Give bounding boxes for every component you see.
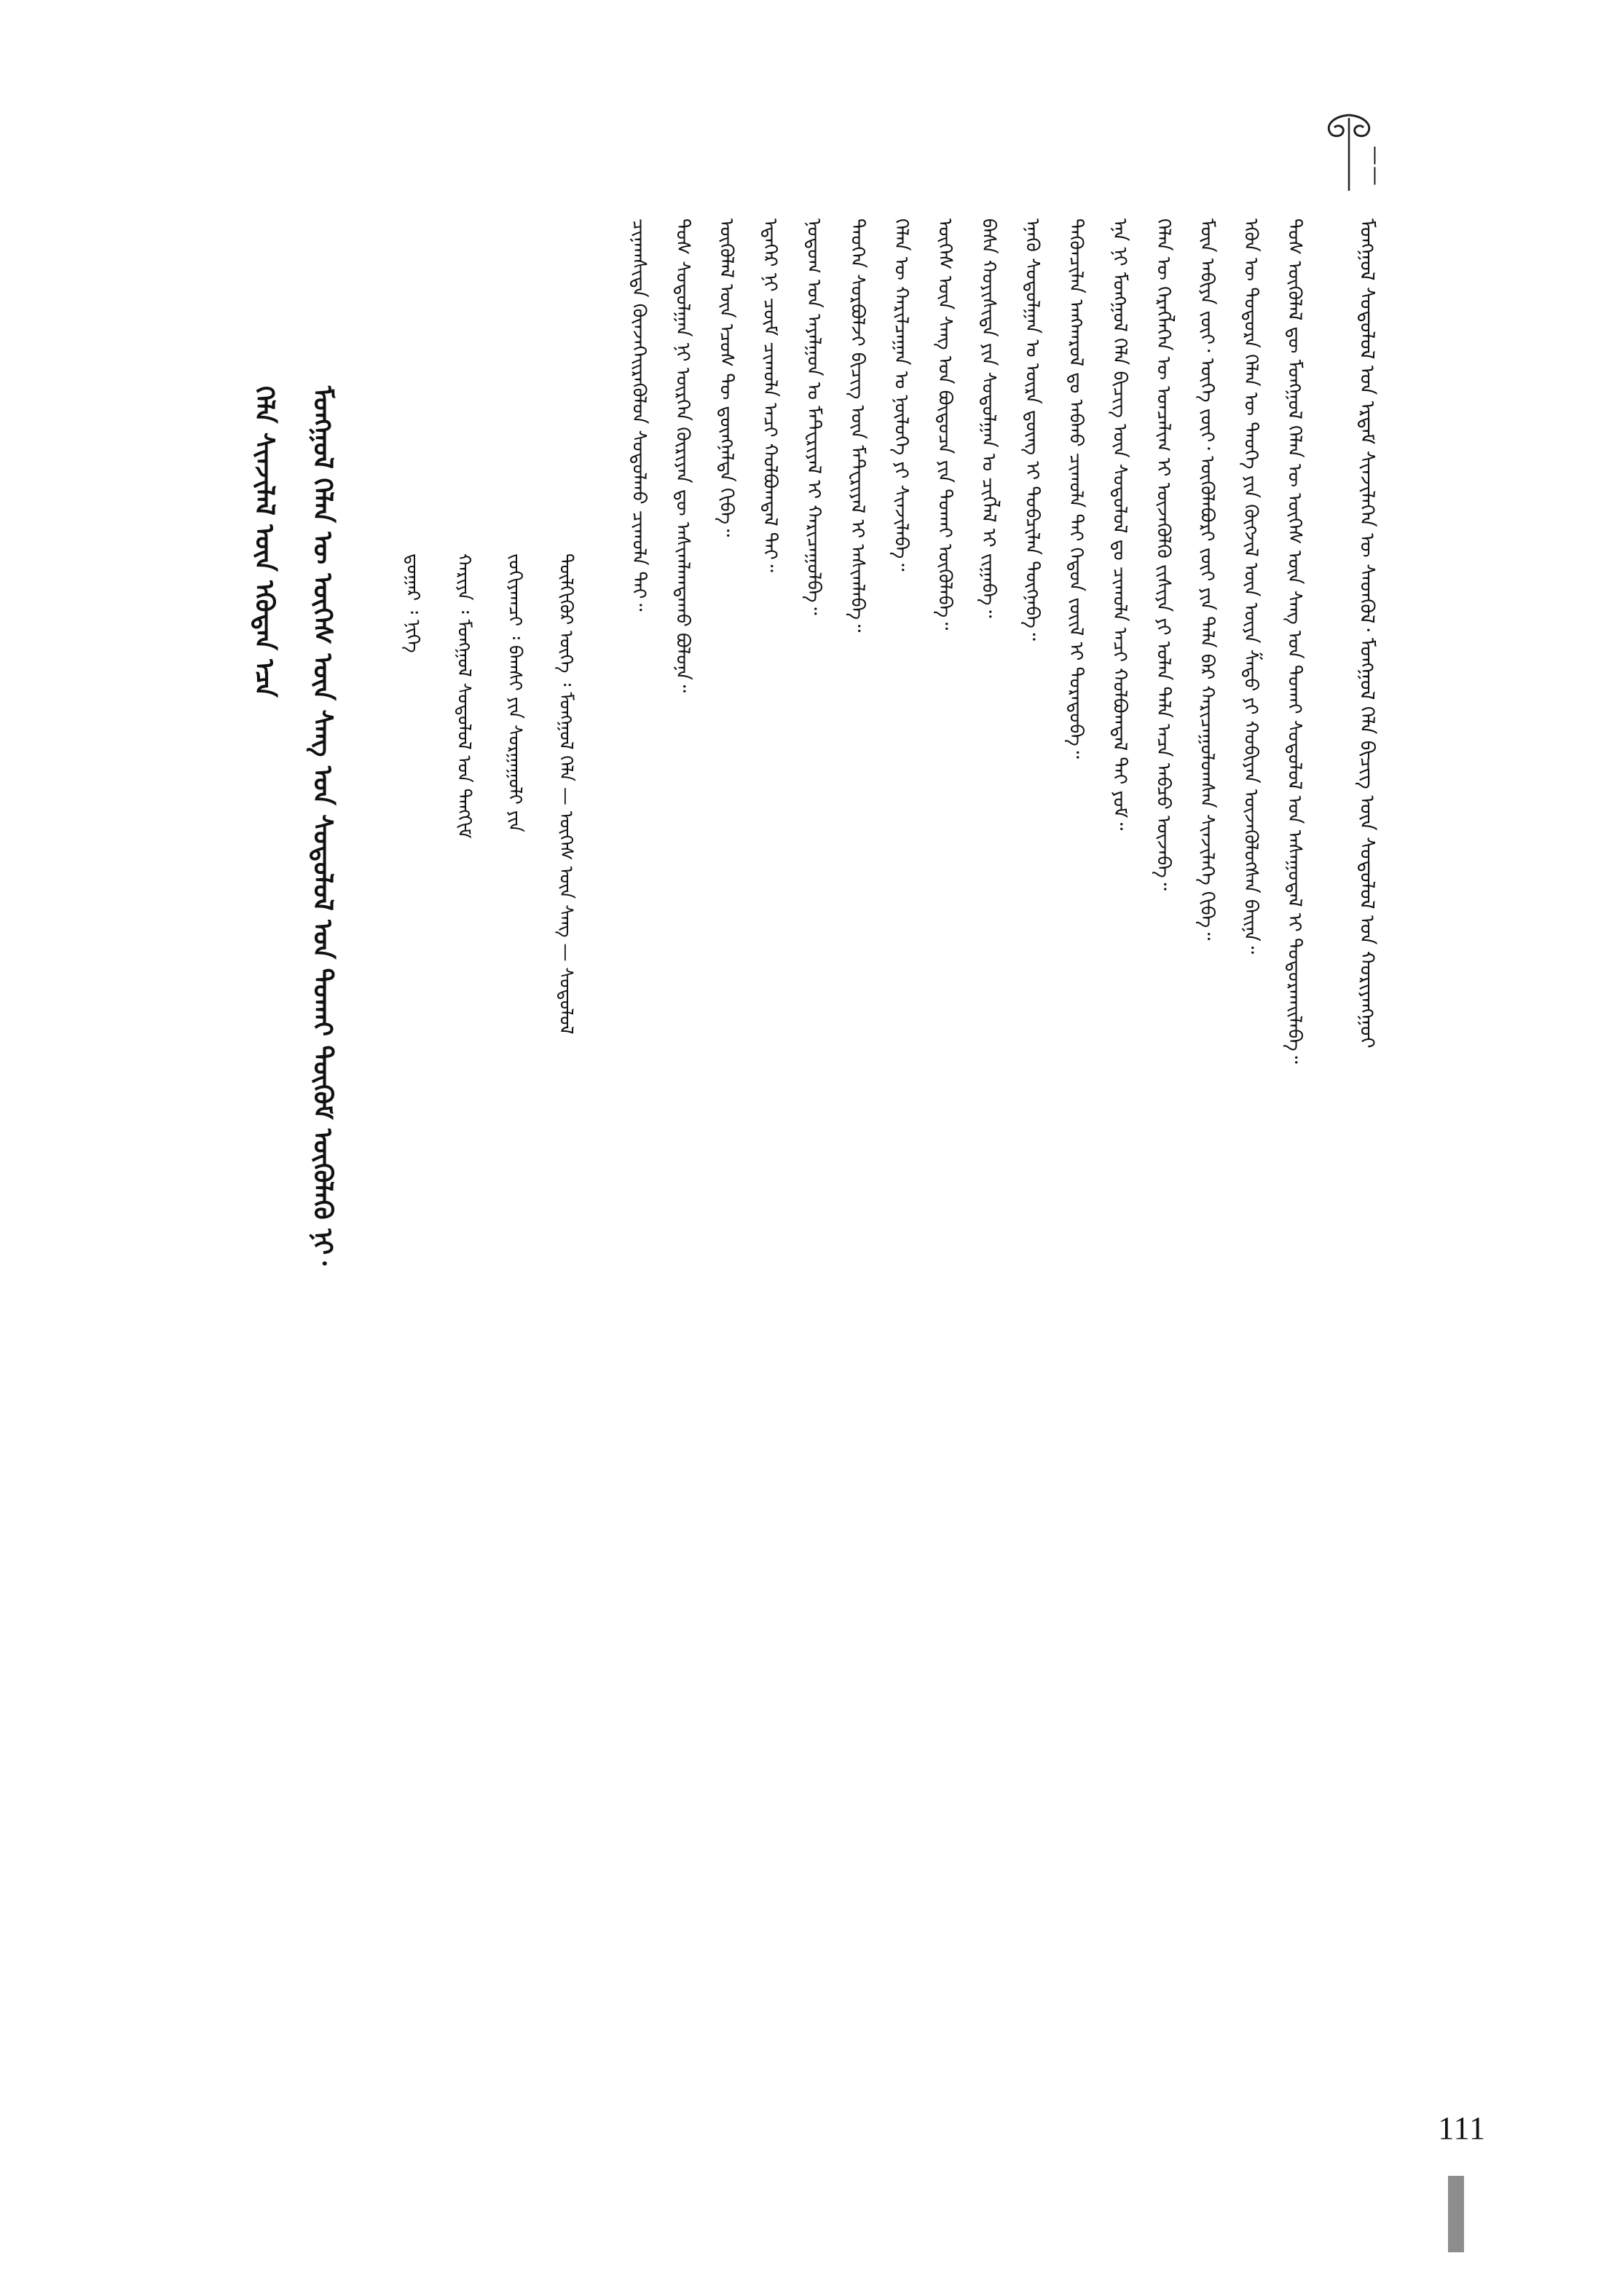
header-dash: —— [1364, 146, 1387, 186]
author-line: ᠵᠣᠬᠢᠶᠠᠭᠴᠢ ᠄ ᠪᠠᠭᠰᠢ ᠶᠢᠨ ᠰᠤᠷᠭᠠᠭᠤᠯᠢ ᠶᠢᠨ [505, 553, 526, 832]
keywords-line: ᠲᠦᠯᠬᠢᠭᠦᠷ ᠦᠭᠡ ᠄ ᠮᠣᠩᠭᠤᠯ ᠬᠡᠯᠡ — ᠦᠭᠡᠰ ᠦᠨ ᠰᠠᠩ — ᠰᠤᠳᠤᠯᠤᠯ [556, 553, 577, 1035]
body-column: ᠡᠨᠡᠬᠦ ᠰᠤᠳᠤᠯᠭᠠᠨ ᠤ ᠦᠷᠡ ᠳ᠋ᠦᠩ ᠢ ᠲᠣᠪᠴᠢᠯᠠᠨ ᠳᠦᠭᠨᠡᠪᠡ᠃ [1021, 218, 1043, 641]
body-column: ᠮᠥᠨ ᠠᠪᠢᠶᠠ ᠵᠦᠢ᠂ ᠦᠭᠡ ᠵᠦᠢ᠂ ᠥᠭᠦᠯᠡᠪᠦᠷᠢ ᠵᠦᠢ ᠶᠢᠨ ᠲᠠᠯᠠ ᠪᠠᠷ ᠬᠠᠷᠢᠴᠠᠭᠤᠯᠤᠭᠰᠠᠨ ᠰᠢᠨᠵᠢᠯᠡᠭᠡ ᠬᠢᠪᠡ᠃ [1196, 218, 1218, 941]
running-title: ᠮᠣᠩᠭᠤᠯ ᠰᠤᠳᠤᠯᠤᠯ ᠤᠨ ᠡᠷᠳᠡᠮ ᠰᠢᠨᠵᠢᠯᠡᠭᠡᠨ ᠦ ᠰᠡᠳᠬᠦᠯ᠂ ᠮᠣᠩᠭᠤᠯ ᠬᠡᠯᠡ ᠪᠢᠴᠢᠭ ᠦᠨ ᠰᠤᠳᠤᠯᠤᠯ ᠤᠨ ᠬᠤᠷᠢᠶᠠᠩᠭᠤᠢ [1356, 218, 1378, 1049]
body-column: ᠲᠤᠰ ᠥᠭᠦᠯᠡᠯ ᠳᠦ ᠮᠣᠩᠭᠤᠯ ᠬᠡᠯᠡᠨ ᠦ ᠦᠭᠡᠰ ᠦᠨ ᠰᠠᠩ ᠤᠨ ᠲᠤᠬᠠᠢ ᠰᠤᠳᠤᠯᠤᠯ ᠤᠨ ᠠᠰᠠᠭᠤᠳᠠᠯ ᠢ ᠲᠣᠳᠤᠷᠬᠠᠢᠯᠠᠪᠠ᠃ [1283, 218, 1305, 1064]
number-line: ᠳ᠋ᠤᠭᠠᠷ ᠄ ᠨᠢᠭᠡ [403, 553, 424, 653]
affiliation-line: ᠬᠠᠷᠢᠶᠠ ᠄ ᠮᠣᠩᠭᠤᠯ ᠰᠤᠳᠤᠯᠤᠯ ᠤᠨ ᠲᠡᠩᠬᠢᠮ [454, 553, 475, 839]
body-column: ᠡᠭᠦᠨ ᠦ ᠳᠣᠲᠤᠷᠠ ᠬᠡᠯᠡᠨ ᠦ ᠲᠡᠦᠬᠡ ᠶᠢᠨ ᠬᠥᠭᠵᠢᠯ ᠦᠨ ᠦᠶᠡ ᠱᠠᠲᠤ ᠶᠢ ᠬᠤᠪᠢᠶᠠᠨ ᠦᠵᠡᠭᠦᠯᠦᠭᠰᠡᠨ ᠪᠠᠢᠨᠠ᠃ [1240, 218, 1262, 955]
body-column: ᠲᠡᠭᠦᠨᠴᠢᠯᠡᠨ ᠠᠩᠬᠠᠷᠤᠯ ᠳᠤ ᠠᠪᠬᠤ ᠴᠢᠬᠤᠯᠠ ᠲᠠᠢ ᠬᠡᠳᠦᠨ ᠵᠦᠢᠯ ᠢ ᠳᠤᠷᠠᠳᠤᠪᠠ᠃ [1065, 218, 1087, 759]
body-column: ᠬᠡᠯᠡᠨ ᠦ ᠬᠠᠷᠢᠯᠴᠠᠭᠠᠨ ᠤ ᠨᠥᠯᠦᠭᠡ ᠶᠢ ᠰᠢᠨᠵᠢᠯᠡᠪᠡ᠃ [890, 218, 912, 572]
page-number: 111 [1438, 2110, 1486, 2146]
body-column: ᠦᠭᠡᠰ ᠦᠨ ᠰᠠᠩ ᠤᠨ ᠪᠦᠲᠦᠴᠡ ᠶᠢᠨ ᠲᠤᠬᠠᠢ ᠥᠭᠦᠯᠡᠪᠡ᠃ [934, 218, 956, 631]
article-title: ᠮᠣᠩᠭᠤᠯ ᠬᠡᠯᠡᠨ ᠦ ᠦᠭᠡᠰ ᠦᠨ ᠰᠠᠩ ᠤᠨ ᠰᠤᠳᠤᠯᠤᠯ ᠤᠨ ᠲᠤᠬᠠᠢ ᠳᠦᠭᠦᠮ ᠥᠭᠦᠯᠡᠬᠦ ᠨᠢ᠂ [307, 386, 337, 1266]
article-subtitle: ᠬᠡᠯᠡ ᠰᠢᠨᠵᠢᠯᠡᠯ ᠦᠨ ᠡᠭᠦᠳᠡᠨ ᠡᠴᠡ [249, 386, 279, 698]
body-column: ᠲᠤᠰ ᠰᠤᠳᠤᠯᠭᠠᠨ ᠨᠢ ᠥᠷᠭᠡᠨ ᠬᠦᠷᠢᠶᠡᠨ ᠳᠦ ᠠᠰᠢᠭᠯᠠᠭᠳᠠᠬᠤ ᠪᠣᠯᠤᠨᠠ᠃ [672, 218, 693, 693]
body-column: ᠲᠡᠦᠬᠡᠨ ᠰᠤᠷᠪᠤᠯᠵᠢ ᠪᠢᠴᠢᠭ ᠦᠨ ᠮᠠᠲ᠋ᠧᠷᠢᠶᠠᠯ ᠢ ᠠᠰᠢᠭᠯᠠᠪᠠ᠃ [846, 218, 868, 633]
body-column: ᠡᠳᠡᠭᠡᠷ ᠨᠢ ᠴᠥᠮ ᠴᠢᠬᠤᠯᠠ ᠠᠴᠢ ᠬᠣᠯᠪᠤᠭᠳᠠᠯ ᠲᠠᠢ᠃ [759, 218, 781, 572]
spine-bar-icon [1448, 2176, 1464, 2252]
body-column: ᠴᠢᠨᠠᠭᠰᠢᠳᠠ ᠭᠦᠨᠵᠡᠭᠡᠢᠷᠡᠭᠦᠯᠦᠨ ᠰᠤᠳᠤᠯᠬᠤ ᠴᠢᠬᠤᠯᠠ ᠲᠠᠢ᠃ [628, 218, 650, 612]
body-column: ᠪᠠᠰᠠ ᠬᠣᠶᠢᠰᠢᠳᠠ ᠶᠢᠨ ᠰᠤᠳᠤᠯᠭᠠᠨ ᠤ ᠴᠢᠭᠯᠡᠯ ᠢ ᠵᠢᠭᠠᠪᠠ᠃ [977, 218, 999, 618]
body-column: ᠥᠭᠦᠯᠡᠯ ᠦᠨ ᠡᠴᠦᠰ ᠲᠦ ᠳ᠋ᠦᠩᠨᠡᠯᠲᠡ ᠬᠢᠪᠡ᠃ [715, 218, 737, 537]
body-column: ᠡᠨᠡ ᠨᠢ ᠮᠣᠩᠭᠤᠯ ᠬᠡᠯᠡ ᠪᠢᠴᠢᠭ ᠦᠨ ᠰᠤᠳᠤᠯᠤᠯ ᠳᠤ ᠴᠢᠬᠤᠯᠠ ᠠᠴᠢ ᠬᠣᠯᠪᠤᠭᠳᠠᠯ ᠲᠠᠢ ᠶᠤᠮ᠃ [1109, 218, 1130, 831]
body-column: ᠬᠡᠯᠡᠨ ᠦ ᠬᠡᠷᠡᠭᠯᠡᠭᠡᠨ ᠦ ᠣᠨᠴᠠᠯᠢᠭ ᠢ ᠦᠵᠡᠭᠦᠯᠬᠦ ᠵᠢᠱᠢᠶᠡ ᠶᠢ ᠣᠯᠠᠨ ᠲᠠᠯᠠ ᠠᠴᠠ ᠠᠪᠴᠤ ᠦᠵᠡᠪᠡ᠃ [1152, 218, 1174, 891]
body-column: ᠨᠤᠲᠤᠭ ᠤᠨ ᠠᠶᠠᠯᠭᠤᠨ ᠤ ᠮᠠᠲ᠋ᠧᠷᠢᠶᠠᠯ ᠢ ᠬᠠᠷᠢᠴᠠᠭᠤᠯᠪᠠ᠃ [803, 218, 825, 615]
